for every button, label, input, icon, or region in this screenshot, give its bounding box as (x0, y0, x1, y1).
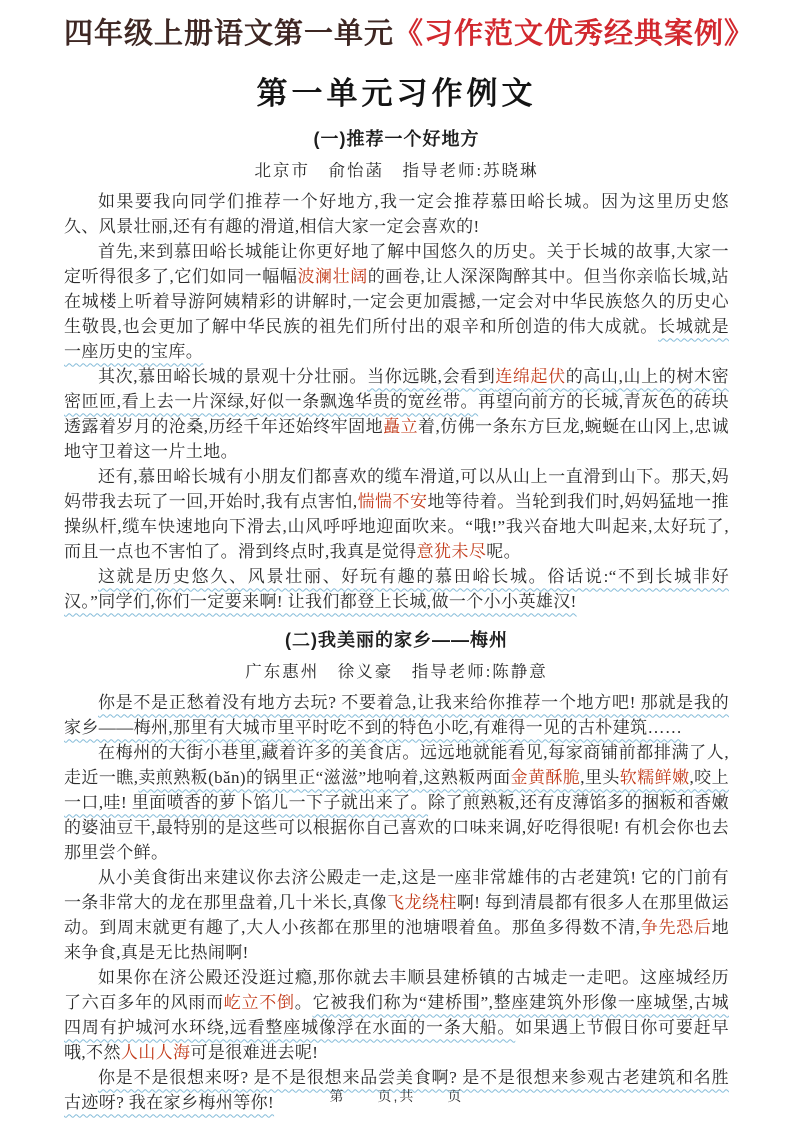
text-run: 呢。 (486, 542, 522, 562)
text-run: 。 (294, 993, 313, 1013)
text-run: 如果遇上节假日你可要赶早哦,不然 (64, 1018, 729, 1063)
essay-2-heading: (二)我美丽的家乡——梅州 (285, 630, 508, 651)
document-header (64, 0, 755, 52)
paragraph (64, 865, 729, 965)
text-run: 啊! 每到清晨都有很多人在那里做运动。到周末就更有趣了,大人小孩都在那里的池塘喂着鱼。那鱼多得数不清, (64, 893, 730, 938)
page-number-text: 第 页,共 页 (329, 1088, 464, 1104)
paragraph (64, 189, 729, 239)
highlight-word: 意犹未尽 (416, 542, 487, 562)
essay-1-byline: 北京市 俞怡菡 指导老师:苏晓琳 (254, 161, 539, 181)
underlined-sentence: 长城就是一座历史的宝库。 (64, 317, 729, 362)
underlined-sentence: 当你远眺,会看到 (367, 367, 496, 387)
underlined-sentence: ,咬上一口,哇! 里面喷香的萝卜馅儿一下子就出来了。 (64, 768, 730, 813)
highlight-word: 矗立 (383, 417, 419, 437)
paragraph (64, 690, 729, 740)
document-title-prefix: 四年级上册语文第一单元 (64, 18, 395, 50)
paragraph (64, 239, 729, 364)
highlight-word: 波澜壮阔 (297, 267, 368, 287)
paragraph (64, 364, 729, 464)
essay-section-2 (64, 626, 729, 1115)
highlight-word: 屹立不倒 (223, 993, 295, 1013)
text-run: 地来争食,真是无比热闹啊! (64, 918, 729, 963)
highlight-word: 惴惴不安 (357, 492, 428, 512)
essay-2-byline: 广东惠州 徐义豪 指导老师:陈静意 (245, 662, 548, 682)
underlined-sentence: 你是不是很想来呀? 是不是很想来品尝美食啊? 是不是很想来参观古老建筑和名胜古迹呀? 我在家乡梅州等你! (64, 1068, 729, 1113)
underlined-sentence: ,里头 (580, 768, 620, 788)
highlight-word: 人山人海 (120, 1043, 191, 1063)
paragraph (64, 564, 729, 614)
text-run: 可是很难进去呢! (190, 1043, 319, 1063)
text-run: 再望向前方的长城,青灰色的砖块透露着岁月的沧桑,历经千年还始终牢固地 (64, 392, 730, 437)
text-run: 地等待着。当轮到我们时,妈妈猛地一推操纵杆,缆车快速地向下滑去,山风呼呼地迎面吹来。“哦!”我兴奋地大叫起来,太好玩了,而且一点也不害怕了。滑到终点时,我真是觉得 (64, 492, 729, 562)
text-run: 除了煎熟粄,还有皮薄馅多的捆粄和香嫩的婆油豆干,最特别的是这些可以根据你自己喜欢的口味来调,好吃得很呢! 有机会你也去那里尝个鲜。 (64, 793, 729, 863)
text-run: 在梅州的大街小巷里,藏着许多的美食店。远远地就能看见,每家商铺前都排满了人,走近一瞧, (64, 743, 729, 788)
underlined-sentence: 卖煎熟粄(bǎn)的锅里正“滋滋”地响着,这熟粄两面 (138, 768, 511, 788)
paragraph (64, 965, 729, 1065)
page-footer (0, 1086, 793, 1106)
text-run: 首先,来到慕田峪长城能让你更好地了解中国悠久的历史。关于长城的故事,大家一定听得很多了,它们如同一幅幅 (64, 242, 729, 287)
paragraph (64, 740, 729, 865)
underlined-sentence: 这就是历史悠久、风景壮丽、好玩有趣的慕田峪长城。俗话说:“不到长城非好汉。”同学们,你们一定要来啊! 让我们都登上长城,做一个小小英雄汉! (64, 567, 729, 612)
highlight-word: 软糯鲜嫩 (619, 768, 690, 788)
text-run: 如果要我向同学们推荐一个好地方,我一定会推荐慕田峪长城。因为这里历史悠久、风景壮丽,还有有趣的滑道,相信大家一定会喜欢的! (64, 192, 729, 237)
underlined-sentence: 你是不是正愁着没有地方去玩? 不要着急,让我来给你推荐一个地方吧! 那就是我的家乡——梅州,那里有大城市里平时吃不到的特色小吃,有难得一见的古朴建筑…… (64, 693, 729, 738)
document-title-highlight: 《习作范文优秀经典案例》 (394, 18, 755, 50)
text-run: 的画卷,让人深深陶醉其中。但当你亲临长城,站在城楼上听着导游阿姨精彩的讲解时,一定会更加震撼,一定会对中华民族悠久的历史心生敬畏,也会更加了解中华民族的祖先们所付出的艰辛和所创造的伟大成就。 (64, 267, 729, 337)
highlight-word: 金黄酥脆 (510, 768, 581, 788)
underlined-sentence: 的高山,山上的树木密密匝匝,看上去一片深绿,好似一条飘逸华贵的宽丝带。 (64, 367, 729, 412)
highlight-word: 飞龙绕柱 (387, 893, 457, 913)
essay-1-heading: (一)推荐一个好地方 (313, 129, 480, 150)
paragraph (64, 464, 729, 564)
unit-title: 第一单元习作例文 (256, 76, 537, 112)
text-run: 其次,慕田峪长城的景观十分壮丽。 (98, 367, 368, 387)
text-run: 从小美食街出来建议你去济公殿走一走,这是一座非常雄伟的古老建筑! 它的门前有一条非常大的龙在那里盘着,几十米长,真像 (64, 868, 729, 913)
underlined-sentence: 它被我们称为“建桥围”,整座建筑外形像一座城堡,古城四周有护城河水环绕,远看整座城像浮在水面的一条大船。 (64, 993, 729, 1038)
text-run: 着,仿佛一条东方巨龙,蜿蜒在山冈上,忠诚地守卫着这一片土地。 (64, 417, 729, 462)
highlight-word: 争先恐后 (640, 918, 712, 938)
text-run: 还有,慕田峪长城有小朋友们都喜欢的缆车滑道,可以从山上一直滑到山下。那天,妈妈带我去玩了一回,开始时,我有点害怕, (64, 467, 729, 512)
essay-section-1 (64, 125, 729, 614)
text-run: 如果你在济公殿还没逛过瘾,那你就去丰顺县建桥镇的古城走一走吧。这座城经历了六百多年的风雨而 (64, 968, 729, 1013)
highlight-word: 连绵起伏 (495, 367, 566, 387)
